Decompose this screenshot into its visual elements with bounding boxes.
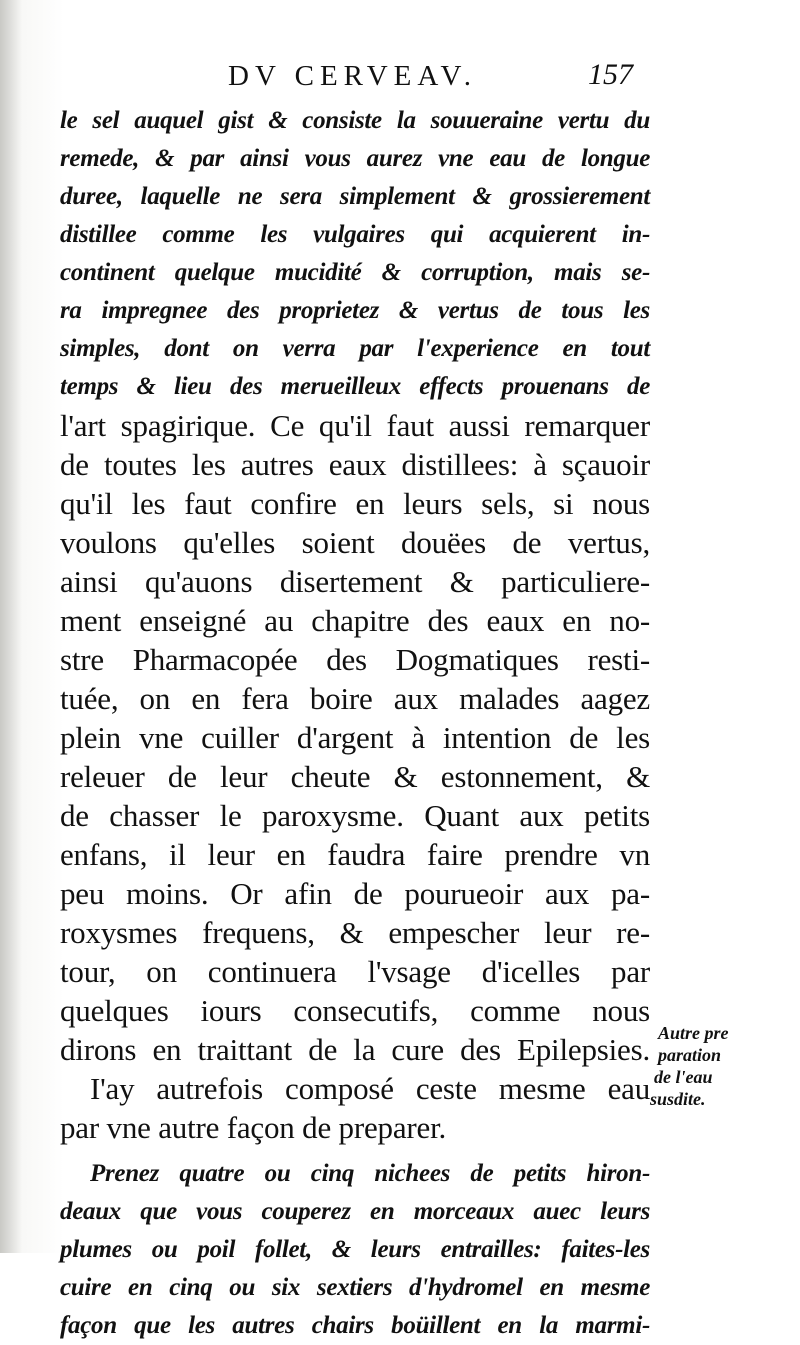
text-line: tour, on continuera l'vsage d'icelles par bbox=[60, 954, 650, 989]
text-line: tuée, on en fera boire aux malades aagez bbox=[60, 681, 650, 716]
gutter-shadow bbox=[0, 0, 22, 1253]
margin-note-line: susdite. bbox=[650, 1089, 706, 1109]
text-line: temps & lieu des merueilleux effects prouenans de bbox=[60, 373, 650, 400]
text-line: l'art spagirique. Ce qu'il faut aussi remarquer bbox=[60, 408, 650, 443]
margin-note bbox=[650, 1022, 800, 1110]
margin-note-line: de l'eau bbox=[654, 1067, 713, 1087]
text-line: de toutes les autres eaux distillees: à sçauoir bbox=[60, 447, 650, 482]
paragraph-gap bbox=[60, 1147, 650, 1155]
text-line: deaux que vous couperez en morceaux auec leurs bbox=[60, 1198, 650, 1225]
text-line: de chasser le paroxysme. Quant aux petits bbox=[60, 798, 650, 833]
text-line: continent quelque mucidité & corruption, mais se- bbox=[60, 259, 650, 286]
text-line: roxysmes frequens, & empescher leur re- bbox=[60, 915, 650, 950]
text-line: qu'il les faut confire en leurs sels, si nous bbox=[60, 486, 650, 521]
text-line: le sel auquel gist & consiste la souueraine vertu du bbox=[60, 107, 650, 134]
margin-note-line: Autre pre bbox=[658, 1023, 729, 1043]
paragraph-end-line: par vne autre façon de preparer. bbox=[60, 1110, 447, 1145]
text-line: peu moins. Or afin de pourueoir aux pa- bbox=[60, 876, 650, 911]
text-line: plumes ou poil follet, & leurs entrailles: faites-les bbox=[60, 1236, 650, 1263]
text-line: plein vne cuiller d'argent à intention de les bbox=[60, 720, 650, 755]
recipe-start-line: Prenez quatre ou cinq nichees de petits hiron- bbox=[90, 1160, 650, 1187]
text-line: quelques iours consecutifs, comme nous bbox=[60, 993, 650, 1028]
text-line: cuire en cinq ou six sextiers d'hydromel en mesme bbox=[60, 1274, 650, 1301]
margin-note-line: paration bbox=[658, 1045, 722, 1065]
main-text-block bbox=[60, 102, 650, 1345]
running-title: DV CERVEAV. bbox=[228, 60, 478, 92]
text-line: releuer de leur cheute & estonnement, & bbox=[60, 759, 650, 794]
text-line: dirons en traittant de la cure des Epilepsies. bbox=[60, 1032, 650, 1067]
text-line: ment enseigné au chapitre des eaux en no- bbox=[60, 603, 650, 638]
text-line: ra impregnee des proprietez & vertus de tous les bbox=[60, 297, 650, 324]
page-number: 157 bbox=[588, 58, 633, 91]
text-line: façon que les autres chairs boüillent en la marmi- bbox=[60, 1312, 650, 1339]
text-line: enfans, il leur en faudra faire prendre vn bbox=[60, 837, 650, 872]
text-line: stre Pharmacopée des Dogmatiques resti- bbox=[60, 642, 650, 677]
text-line: remede, & par ainsi vous aurez vne eau de longue bbox=[60, 145, 650, 172]
text-line: voulons qu'elles soient douëes de vertus, bbox=[60, 525, 650, 560]
text-line: distillee comme les vulgaires qui acquierent in- bbox=[60, 221, 650, 248]
text-line: duree, laquelle ne sera simplement & grossierement bbox=[60, 183, 650, 210]
paragraph-start-line: I'ay autrefois composé ceste mesme eau bbox=[90, 1071, 650, 1106]
text-line: simples, dont on verra par l'experience en tout bbox=[60, 335, 650, 362]
text-line: ainsi qu'auons disertement & particuliere- bbox=[60, 564, 650, 599]
